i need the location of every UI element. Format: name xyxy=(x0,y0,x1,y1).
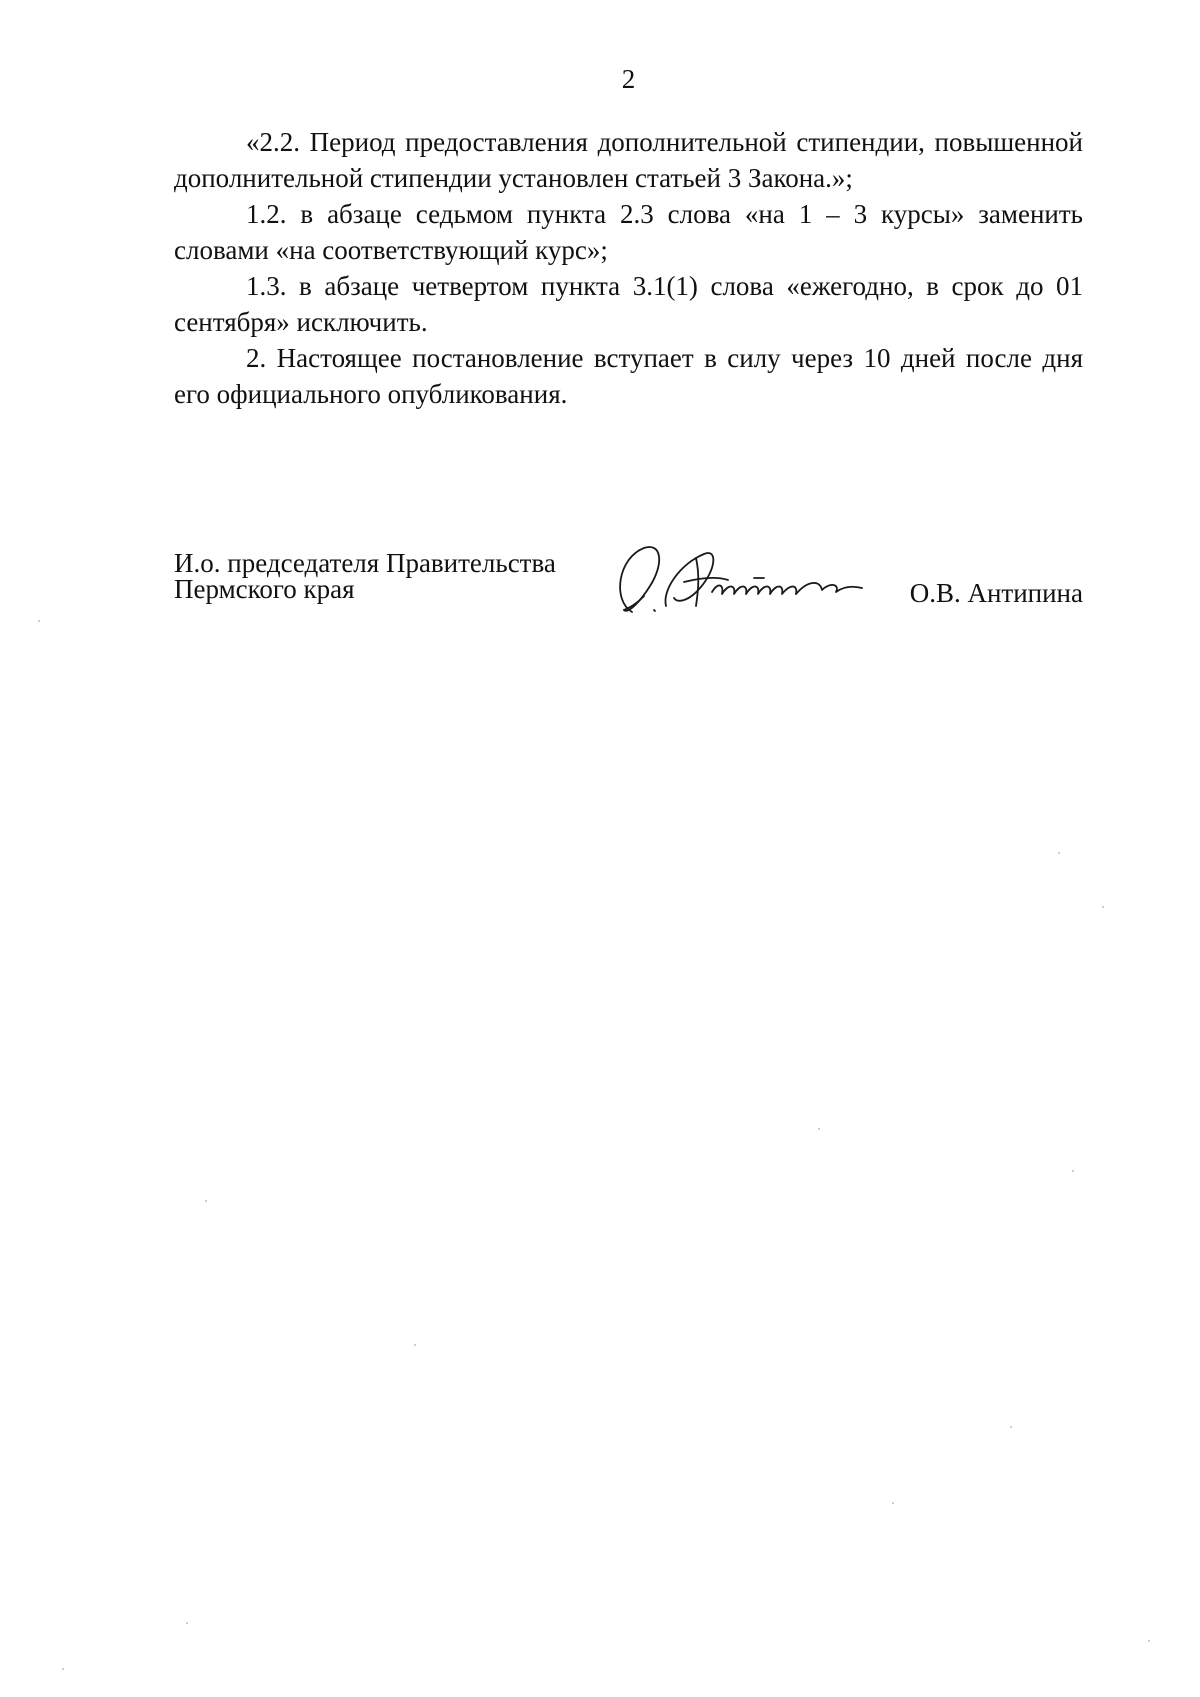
handwritten-signature xyxy=(604,540,904,620)
page-number: 2 xyxy=(621,64,636,94)
signatory-position xyxy=(174,550,556,602)
paragraph-1-3: 1.3. в абзаце четвертом пункта 3.1(1) слова «ежегодно, в срок до 01 сентября» исключить. xyxy=(174,271,1083,337)
signature-block xyxy=(174,550,1083,620)
paragraph-1-2: 1.2. в абзаце седьмом пункта 2.3 слова «на 1 – 3 курсы» заменить словами «на соответствующий курс»; xyxy=(174,199,1083,265)
signatory-name: О.В. Антипина xyxy=(909,578,1083,608)
paragraph-2: 2. Настоящее постановление вступает в силу через 10 дней после дня его официального опубликования. xyxy=(174,343,1083,409)
document-body xyxy=(174,124,1083,412)
paragraph-2-2: «2.2. Период предоставления дополнительной стипендии, повышенной дополнительной стипендии установлен статьей 3 Закона.»; xyxy=(174,127,1083,193)
signatory-position-line-2: Пермского края xyxy=(174,574,355,604)
signatory-position-line-1: И.о. председателя Правительства xyxy=(174,548,556,578)
